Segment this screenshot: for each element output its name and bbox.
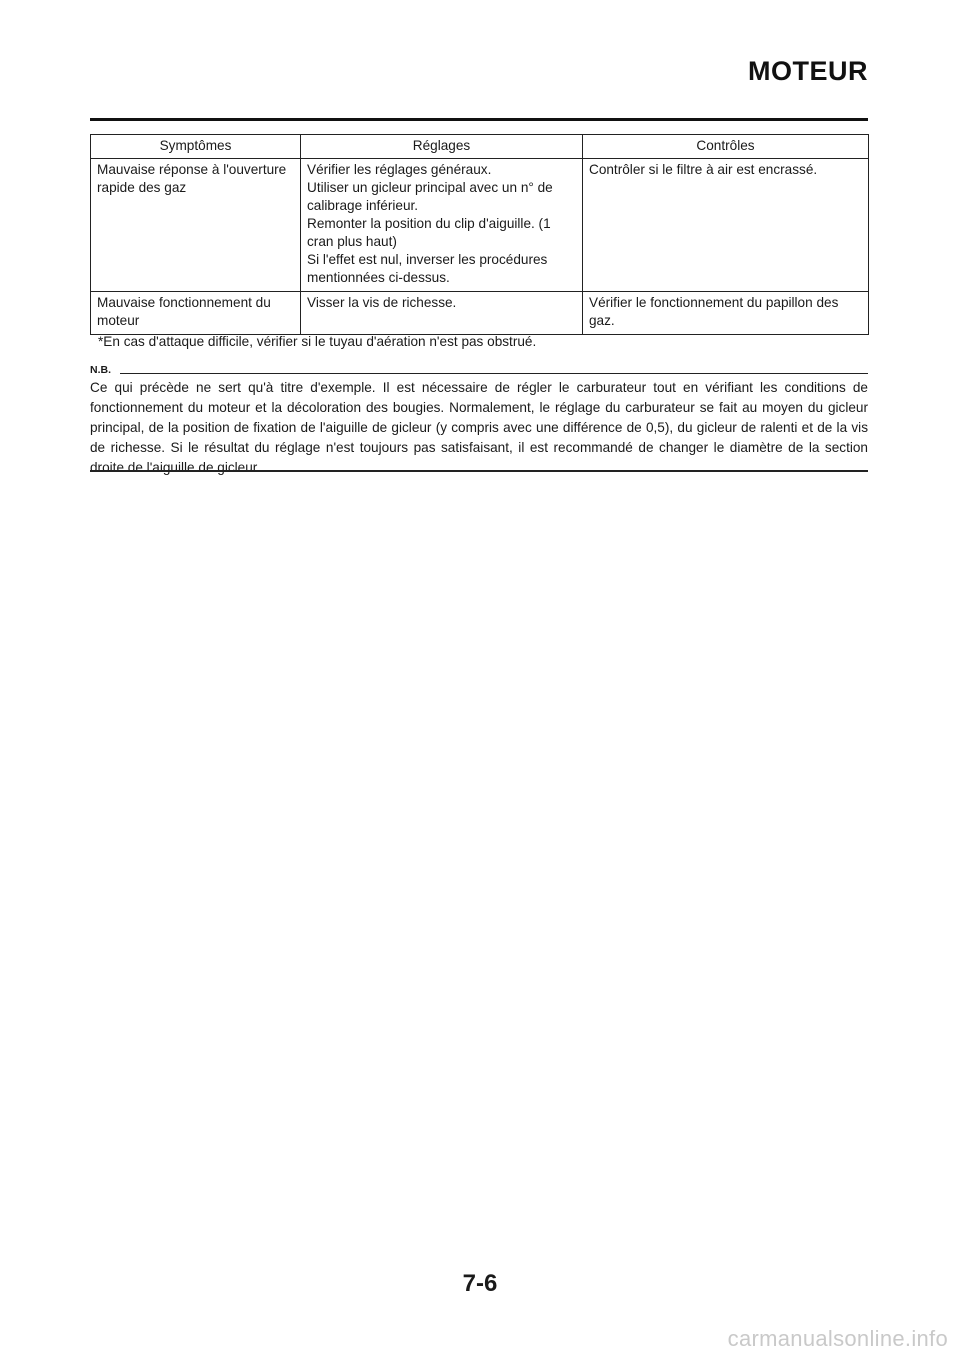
table-footnote: *En cas d'attaque difficile, vérifier si le tuyau d'aération n'est pas obstrué. [98, 334, 537, 349]
page-number: 7-6 [462, 1270, 498, 1297]
note-text: Ce qui précède ne sert qu'à titre d'exemple. Il est nécessaire de régler le carburateur tout en vérifiant les conditions de fonctionnement du moteur et la décoloration des bougies. Normalement, le réglage du carburateur se fait au moyen du gicleur principal, de la position de fixation de l'aiguille de gicleur (y compris avec une différence de 0,5), du gicleur de ralenti et de la vis de richesse. Si le résultat du réglage n'est toujours pas satisfaisant, il est recommandé de changer le diamètre de la section droite de l'aiguille de gicleur. [90, 380, 868, 475]
troubleshooting-table [90, 134, 869, 335]
symptom-cell [91, 292, 301, 335]
cell-text: Utiliser un gicleur principal avec un n° de [307, 180, 553, 195]
table-row [91, 159, 869, 292]
header-divider [90, 118, 868, 121]
adjustment-cell [301, 159, 583, 292]
note-bottom-divider [90, 470, 868, 472]
cell-text: Contrôler si le filtre à air est encrassé. [589, 162, 818, 177]
cell-text: Vérifier les réglages généraux. [307, 162, 492, 177]
symptom-cell [91, 159, 301, 292]
check-cell [583, 292, 869, 335]
column-header-checks: Contrôles [583, 135, 869, 159]
note-label: N.B. [90, 364, 111, 376]
cell-text: Mauvaise fonctionnement du [97, 295, 271, 310]
cell-text: gaz. [589, 313, 615, 328]
cell-text: cran plus haut) [307, 234, 397, 249]
table-row [91, 292, 869, 335]
check-cell [583, 159, 869, 292]
column-header-symptoms: Symptômes [91, 135, 301, 159]
cell-text: Remonter la position du clip d'aiguille. (1 [307, 216, 551, 231]
cell-text: rapide des gaz [97, 180, 187, 195]
cell-text: moteur [97, 313, 140, 328]
column-header-adjustments: Réglages [301, 135, 583, 159]
cell-text: Si l'effet est nul, inverser les procédures [307, 252, 548, 267]
cell-text: calibrage inférieur. [307, 198, 419, 213]
page-title: MOTEUR [748, 56, 868, 86]
note-divider [120, 373, 868, 374]
cell-text: Mauvaise réponse à l'ouverture [97, 162, 287, 177]
cell-text: Visser la vis de richesse. [307, 295, 457, 310]
cell-text: Vérifier le fonctionnement du papillon des [589, 295, 839, 310]
table-header-row [91, 135, 869, 159]
adjustment-cell [301, 292, 583, 335]
cell-text: mentionnées ci-dessus. [307, 270, 450, 285]
watermark: carmanualsonline.info [727, 1326, 948, 1351]
